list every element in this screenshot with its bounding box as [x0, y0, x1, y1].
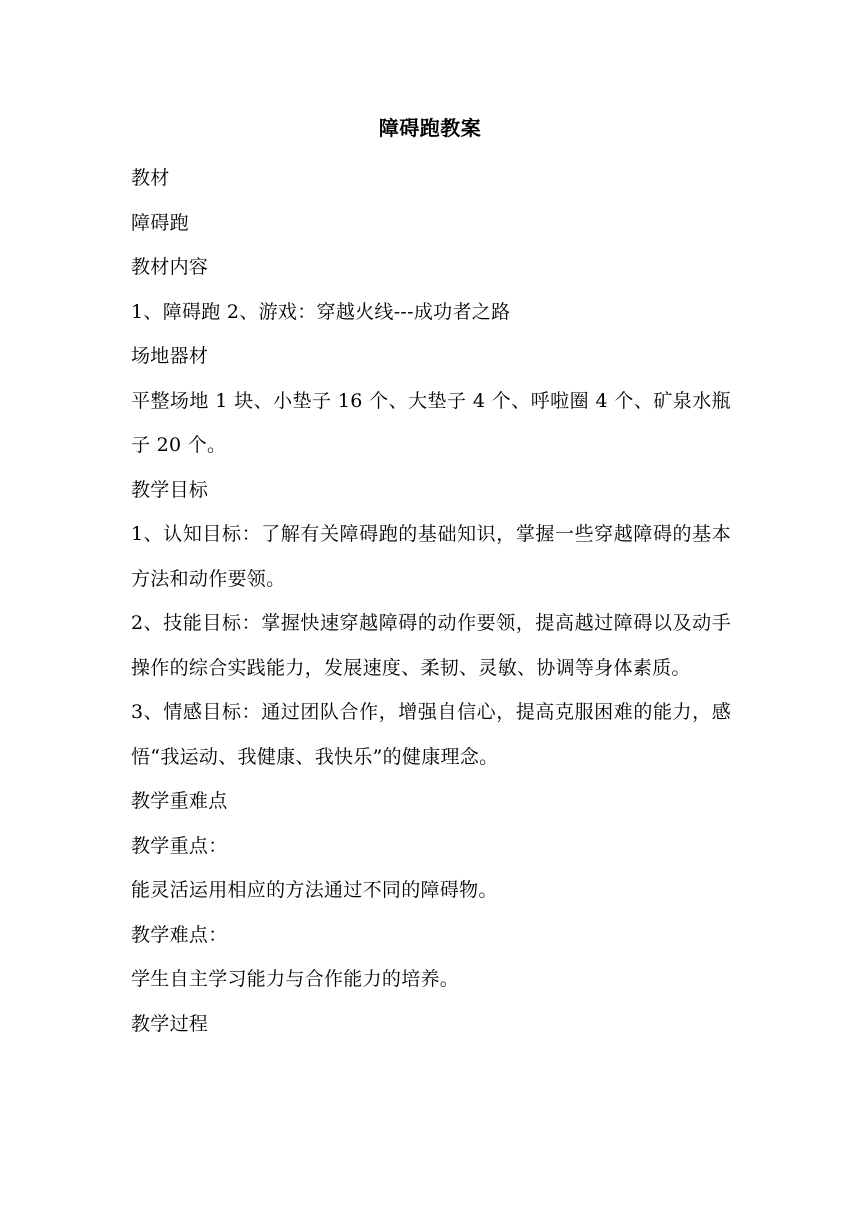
paragraph-content: 1、障碍跑 2、游戏：穿越火线---成功者之路: [131, 300, 511, 323]
paragraph-equipment: 平整场地 1 块、小垫子 16 个、大垫子 4 个、呼啦圈 4 个、矿泉水瓶子 20 个。: [131, 389, 731, 456]
document-title: 障碍跑教案: [378, 116, 482, 140]
paragraph-difficulty: 学生自主学习能力与合作能力的培养。: [131, 968, 460, 990]
paragraph-objective-skill: 2、技能目标：掌握快速穿越障碍的动作要领，提高越过障碍以及动手操作的综合实践能力，发展速度、柔韧、灵敏、协调等身体素质。: [131, 612, 731, 679]
section-heading-key-points: 教学重难点: [131, 790, 228, 812]
paragraph-materials: 障碍跑: [131, 211, 189, 234]
section-heading-content: 教材内容: [131, 256, 209, 278]
subheading-key-point: 教学重点：: [131, 834, 228, 857]
section-heading-equipment: 场地器材: [131, 345, 209, 367]
document-body: [131, 156, 731, 1046]
section-heading-process: 教学过程: [131, 1012, 209, 1035]
paragraph-objective-emotional: 3、情感目标：通过团队合作，增强自信心，提高克服困难的能力，感悟“我运动、我健康、我快乐”的健康理念。: [131, 701, 731, 768]
subheading-difficulty: 教学难点：: [131, 923, 228, 946]
paragraph-objective-cognitive: 1、认知目标：了解有关障碍跑的基础知识，掌握一些穿越障碍的基本方法和动作要领。: [131, 523, 731, 590]
paragraph-key-point: 能灵活运用相应的方法通过不同的障碍物。: [131, 879, 498, 901]
section-heading-materials: 教材: [131, 167, 170, 189]
section-heading-objectives: 教学目标: [131, 478, 209, 501]
